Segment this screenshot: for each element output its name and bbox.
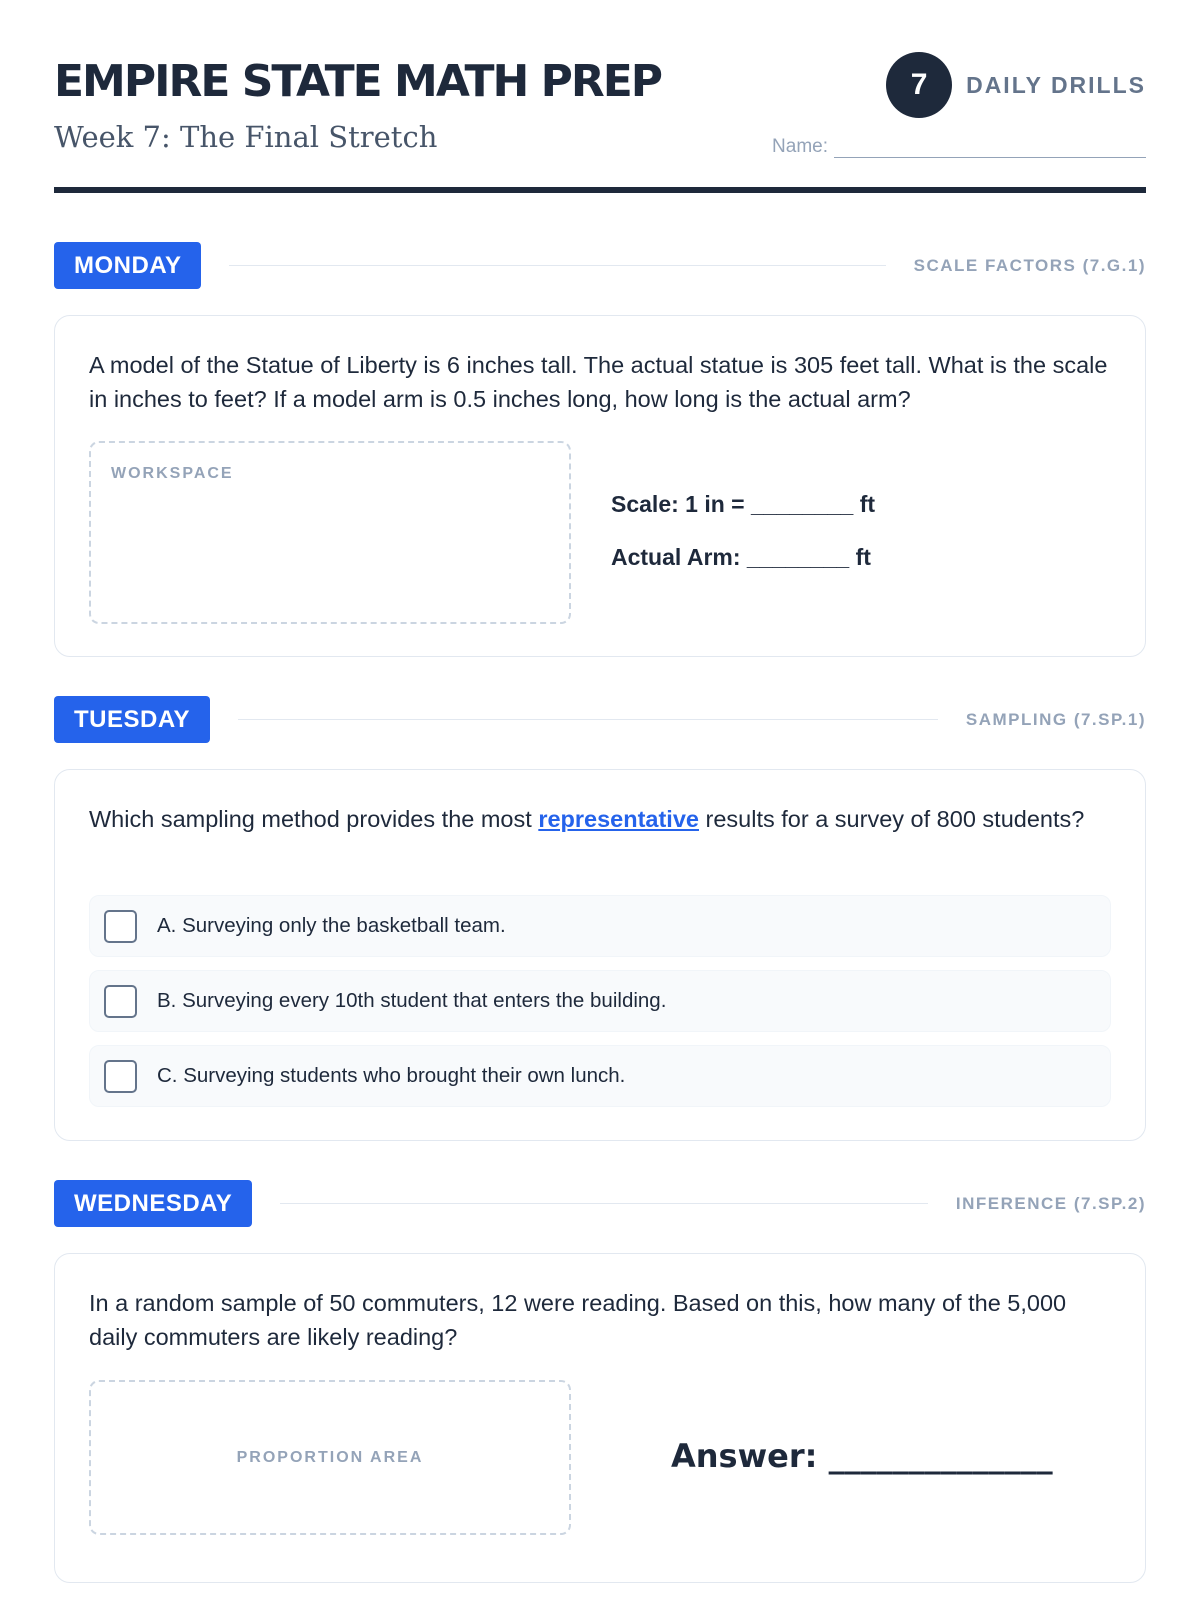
option-b-checkbox[interactable] [104,985,137,1018]
proportion-area-label: PROPORTION AREA [236,1448,424,1466]
option-b[interactable] [89,970,1111,1032]
name-label: Name: [772,136,828,157]
tuesday-question-end: results for a survey of 800 students? [698,806,1085,832]
monday-divider [229,265,885,266]
tuesday-topic: SAMPLING (7.SP.1) [965,709,1146,729]
option-c[interactable] [89,1045,1111,1107]
tuesday-day-label: TUESDAY [54,696,210,743]
wednesday-day-label: WEDNESDAY [54,1180,252,1227]
grade-badge [886,52,1146,118]
wednesday-heading [54,1180,1146,1227]
worksheet-header [54,0,1146,195]
worksheet-title: EMPIRE STATE MATH PREP [54,56,662,107]
tuesday-card [54,769,1146,1141]
option-a-label: A. Surveying only the basketball team. [157,914,506,937]
name-input-line[interactable] [834,138,1146,158]
wednesday-divider [280,1203,928,1204]
monday-heading [54,242,1146,289]
workspace-label: WORKSPACE [111,465,234,482]
monday-day-label: MONDAY [54,242,201,289]
monday-card [54,315,1146,657]
monday-topic: SCALE FACTORS (7.G.1) [913,255,1146,275]
proportion-area[interactable] [89,1380,571,1535]
wednesday-question: In a random sample of 50 commuters, 12 were reading. Based on this, how many of the 5,000 daily commuters are likely reading? [89,1290,1067,1350]
monday-question: A model of the Statue of Liberty is 6 inches tall. The actual statue is 305 feet tall. What is the scale in inches to feet? If a model arm is 0.5 inches long, how long is the actual arm? [89,352,1108,412]
option-c-checkbox[interactable] [104,1060,137,1093]
monday-workspace[interactable] [89,441,571,624]
option-a-checkbox[interactable] [104,910,137,943]
arm-answer-line[interactable]: Actual Arm: ________ ft [611,544,871,570]
grade-number: 7 [886,52,952,118]
option-b-label: B. Surveying every 10th student that enters the building. [157,989,667,1012]
option-c-label: C. Surveying students who brought their own lunch. [157,1064,626,1087]
header-divider [54,187,1146,193]
tuesday-divider [238,719,938,720]
worksheet-subtitle: Week 7: The Final Stretch [54,120,438,154]
tuesday-question-start: Which sampling method provides the most [89,806,539,832]
option-a[interactable] [89,895,1111,957]
answer-line[interactable]: Answer: ______________ [671,1437,1053,1475]
tuesday-heading [54,696,1146,743]
scale-answer-line[interactable]: Scale: 1 in = ________ ft [611,491,876,517]
wednesday-topic: INFERENCE (7.SP.2) [955,1193,1146,1213]
representative-link[interactable]: representative [538,806,699,832]
name-field-row [772,136,1146,158]
tuesday-question [89,802,1111,836]
grade-label: DAILY DRILLS [966,71,1146,98]
wednesday-card [54,1253,1146,1583]
